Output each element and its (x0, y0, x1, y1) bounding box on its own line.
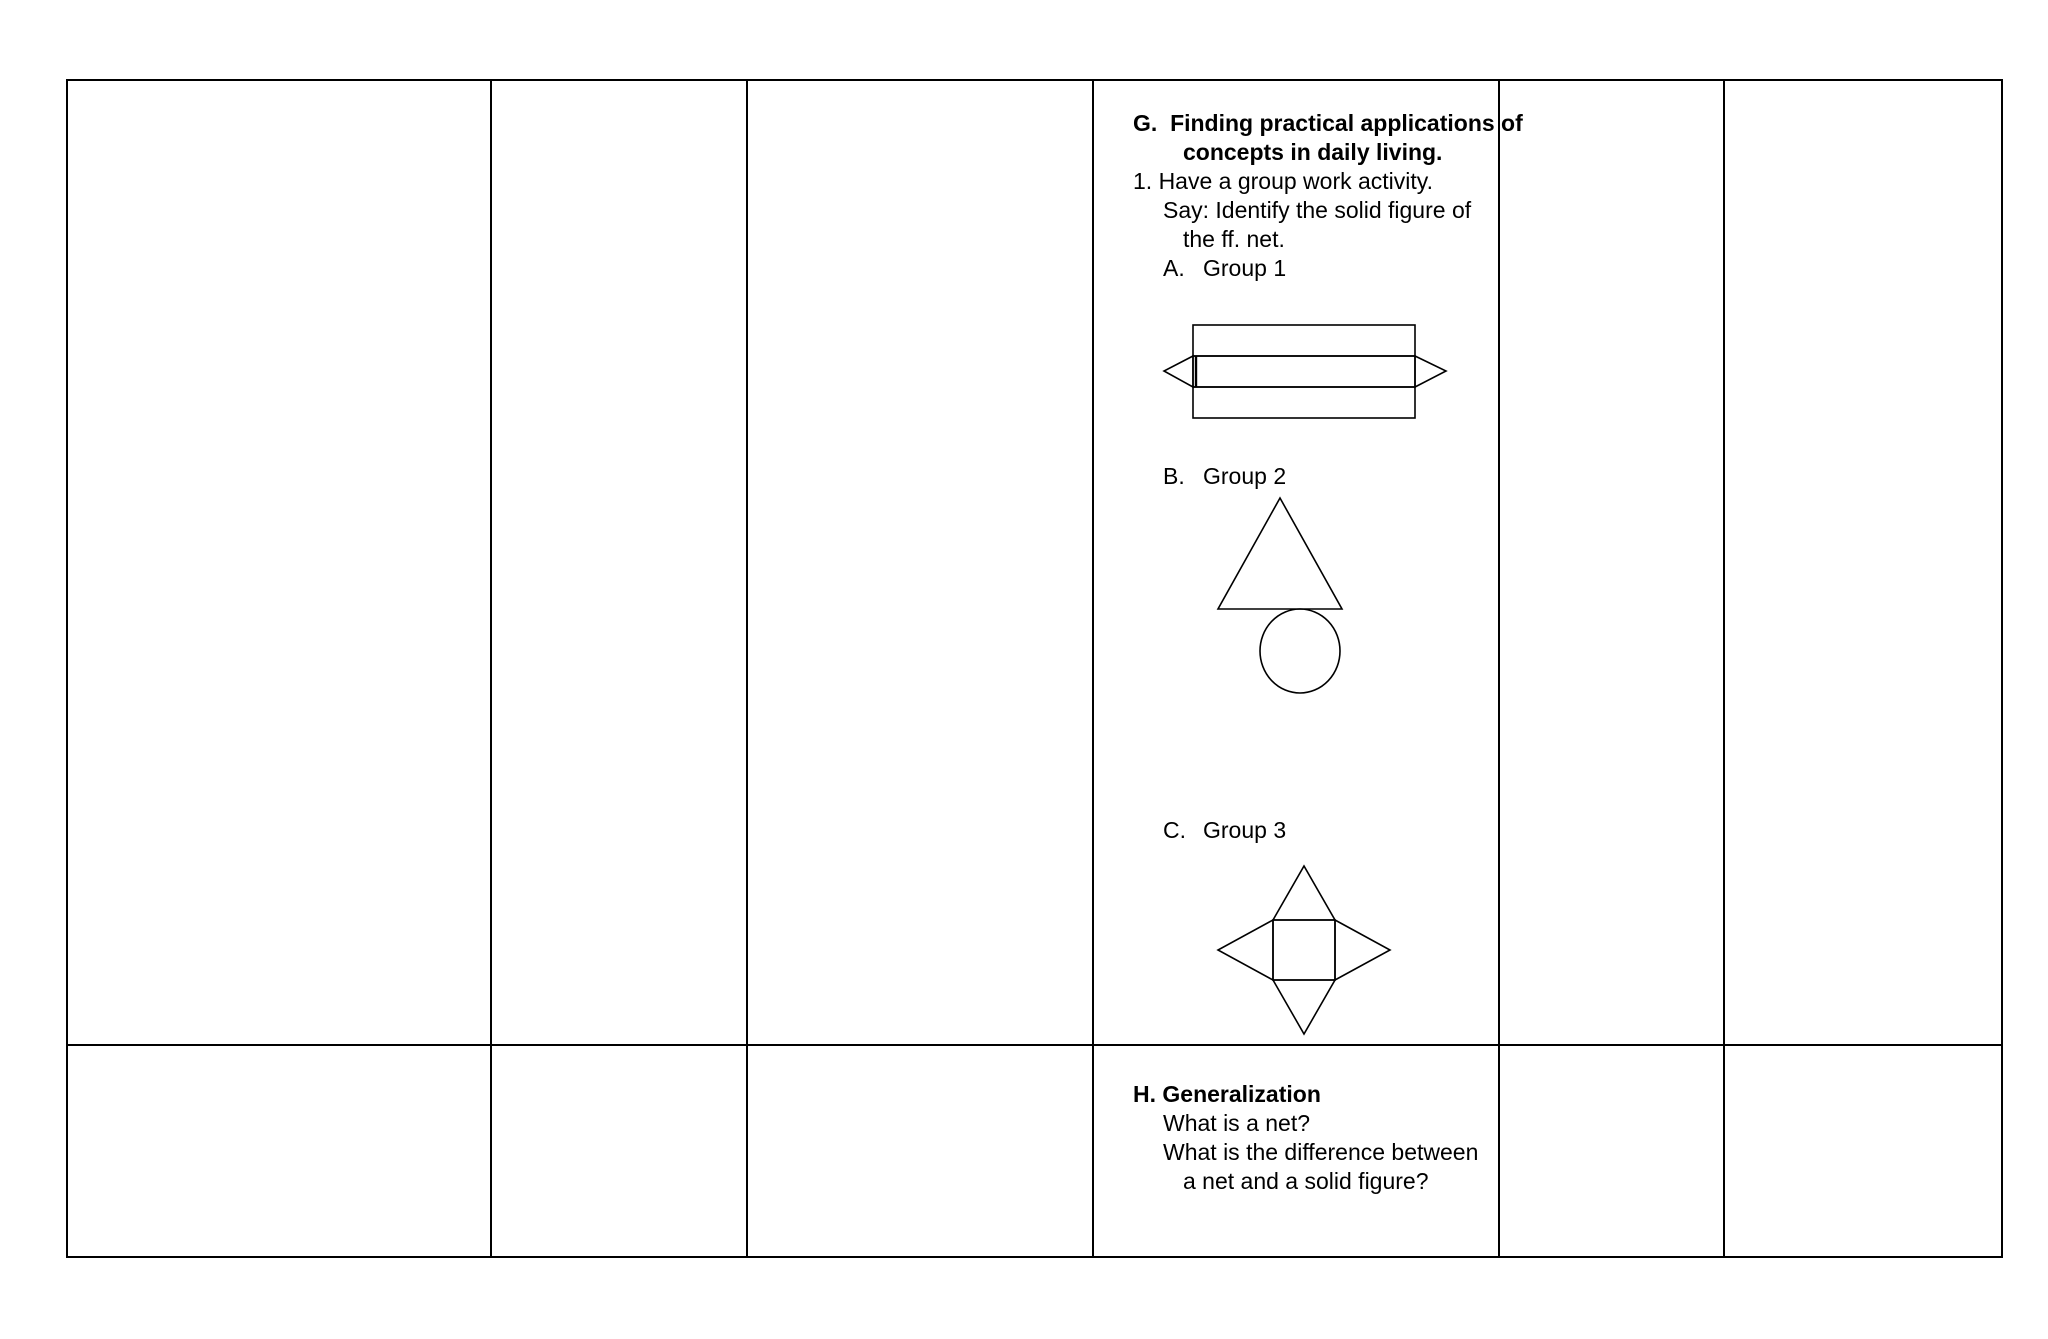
table-column-divider (746, 79, 748, 1258)
table-border-top (66, 79, 2003, 81)
group-a-name: Group 1 (1203, 255, 1287, 281)
group-b-name: Group 2 (1203, 463, 1287, 489)
section-h-text (1133, 1080, 1513, 1196)
group-c-letter: C. (1163, 817, 1186, 843)
cone-base-circle (1260, 609, 1340, 693)
table-border-right (2001, 79, 2003, 1258)
group-b-label (1133, 462, 1513, 491)
prism-face-bottom (1193, 387, 1415, 418)
table-row-divider (66, 1044, 2003, 1046)
group-c-name: Group 3 (1203, 817, 1287, 843)
section-g-title-line1: Finding practical applications of (1170, 110, 1523, 136)
square-pyramid-net-figure (1215, 862, 1395, 1040)
cone-net-figure (1210, 495, 1360, 700)
prism-end-left (1164, 356, 1193, 387)
step-1-text: 1. Have a group work activity. (1133, 168, 1433, 194)
pyramid-face-right (1335, 920, 1390, 980)
group-b-letter: B. (1163, 463, 1185, 489)
group-a-label (1133, 254, 1513, 283)
cone-lateral-triangle (1218, 498, 1342, 609)
group-c-label (1133, 816, 1513, 845)
pyramid-face-bottom (1273, 980, 1335, 1034)
say-text-line1: Say: Identify the solid figure of (1163, 197, 1472, 223)
rectangular-prism-net-figure (1160, 320, 1460, 425)
section-g-letter: G. (1133, 110, 1158, 136)
prism-face-middle (1193, 356, 1415, 387)
table-column-divider (490, 79, 492, 1258)
table-border-left (66, 79, 68, 1258)
group-b-label-block (1133, 462, 1513, 491)
question-difference-line2: a net and a solid figure? (1183, 1168, 1429, 1194)
prism-face-top (1193, 325, 1415, 356)
group-c-label-block (1133, 816, 1513, 845)
section-g-title-line2: concepts in daily living. (1183, 139, 1443, 165)
pyramid-base-square (1273, 920, 1335, 980)
question-net: What is a net? (1163, 1110, 1311, 1136)
table-column-divider (1092, 79, 1094, 1258)
pyramid-face-top (1273, 866, 1335, 920)
group-a-letter: A. (1163, 255, 1185, 281)
section-h-heading: H. Generalization (1133, 1081, 1321, 1107)
say-text-line2: the ff. net. (1183, 226, 1285, 252)
question-difference-line1: What is the difference between (1163, 1139, 1479, 1165)
pyramid-face-left (1218, 920, 1273, 980)
prism-end-right (1415, 356, 1446, 387)
table-border-bottom (66, 1256, 2003, 1258)
section-g-text (1133, 109, 1523, 283)
table-column-divider (1723, 79, 1725, 1258)
section-g-heading (1133, 109, 1523, 138)
